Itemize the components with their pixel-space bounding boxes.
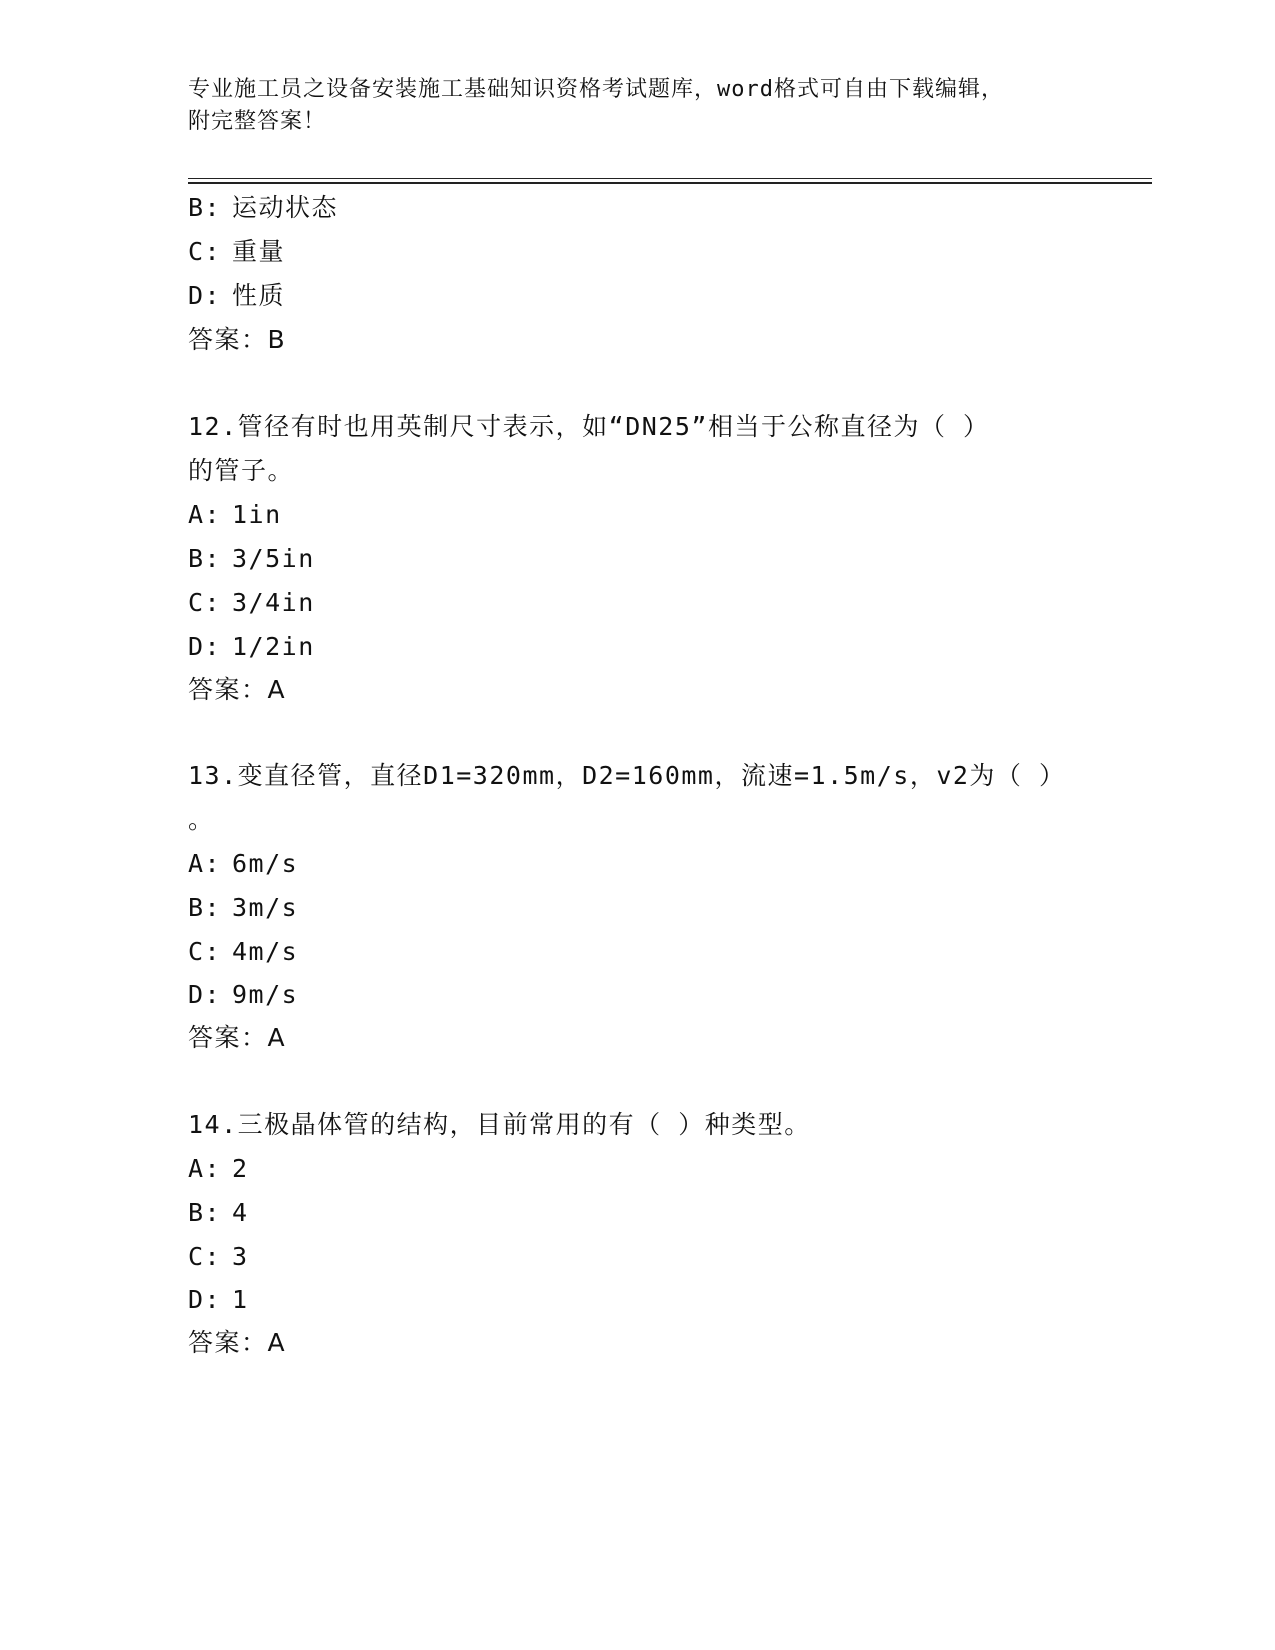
option-label: B: — [188, 193, 222, 222]
option-q13-d — [188, 978, 298, 1012]
answer-q13: 答案：A — [188, 1023, 287, 1052]
option-q12-d — [188, 630, 315, 664]
answer-q12: 答案：A — [188, 675, 287, 704]
option-text: 2 — [232, 1154, 249, 1183]
option-label: D: — [188, 281, 222, 310]
option-text: 重量 — [232, 237, 286, 266]
option-text: 4 — [232, 1198, 249, 1227]
header-line-1: 专业施工员之设备安装施工基础知识资格考试题库，word格式可自由下载编辑， — [188, 77, 1004, 102]
option-q13-a — [188, 847, 298, 881]
option-label: B: — [188, 544, 222, 573]
answer-q11: 答案：B — [188, 325, 287, 354]
option-q13-c — [188, 935, 298, 969]
option-text: 性质 — [232, 281, 286, 310]
option-q14-d — [188, 1283, 249, 1317]
option-q11-b — [188, 191, 338, 225]
question-14-line-1: 14.三极晶体管的结构，目前常用的有（ ）种类型。 — [188, 1110, 811, 1139]
option-label: D: — [188, 980, 222, 1009]
answer-q14: 答案：A — [188, 1328, 287, 1357]
option-q11-d — [188, 279, 285, 313]
question-12-line-2: 的管子。 — [188, 456, 295, 485]
option-label: A: — [188, 500, 222, 529]
option-label: C: — [188, 1242, 222, 1271]
question-12-line-1: 12.管径有时也用英制尺寸表示，如“DN25”相当于公称直径为（ ） — [188, 412, 990, 441]
option-text: 3/5in — [232, 544, 315, 573]
option-label: B: — [188, 1198, 222, 1227]
option-text: 1in — [232, 500, 282, 529]
option-text: 1 — [232, 1285, 249, 1314]
option-q12-c — [188, 586, 315, 620]
option-text: 4m/s — [232, 937, 299, 966]
option-q12-a — [188, 498, 282, 532]
question-13-line-1: 13.变直径管，直径D1=320mm，D2=160mm，流速=1.5m/s，v2为（ ） — [188, 761, 1066, 790]
option-label: B: — [188, 893, 222, 922]
option-text: 3m/s — [232, 893, 299, 922]
option-q13-b — [188, 891, 298, 925]
option-label: D: — [188, 632, 222, 661]
header-divider-thin — [188, 178, 1152, 179]
option-text: 1/2in — [232, 632, 315, 661]
option-text: 6m/s — [232, 849, 299, 878]
option-q11-c — [188, 235, 285, 269]
option-text: 3 — [232, 1242, 249, 1271]
option-q14-c — [188, 1240, 249, 1274]
option-q12-b — [188, 542, 315, 576]
option-label: C: — [188, 937, 222, 966]
header-divider-thick — [188, 182, 1152, 184]
option-text: 9m/s — [232, 980, 299, 1009]
option-label: C: — [188, 588, 222, 617]
option-q14-a — [188, 1152, 249, 1186]
option-text: 运动状态 — [232, 193, 339, 222]
option-q14-b — [188, 1196, 249, 1230]
option-label: A: — [188, 849, 222, 878]
option-label: A: — [188, 1154, 222, 1183]
question-13-line-2: 。 — [188, 805, 215, 834]
document-header — [188, 74, 1068, 138]
header-line-2: 附完整答案！ — [188, 109, 327, 134]
option-text: 3/4in — [232, 588, 315, 617]
option-label: C: — [188, 237, 222, 266]
option-label: D: — [188, 1285, 222, 1314]
